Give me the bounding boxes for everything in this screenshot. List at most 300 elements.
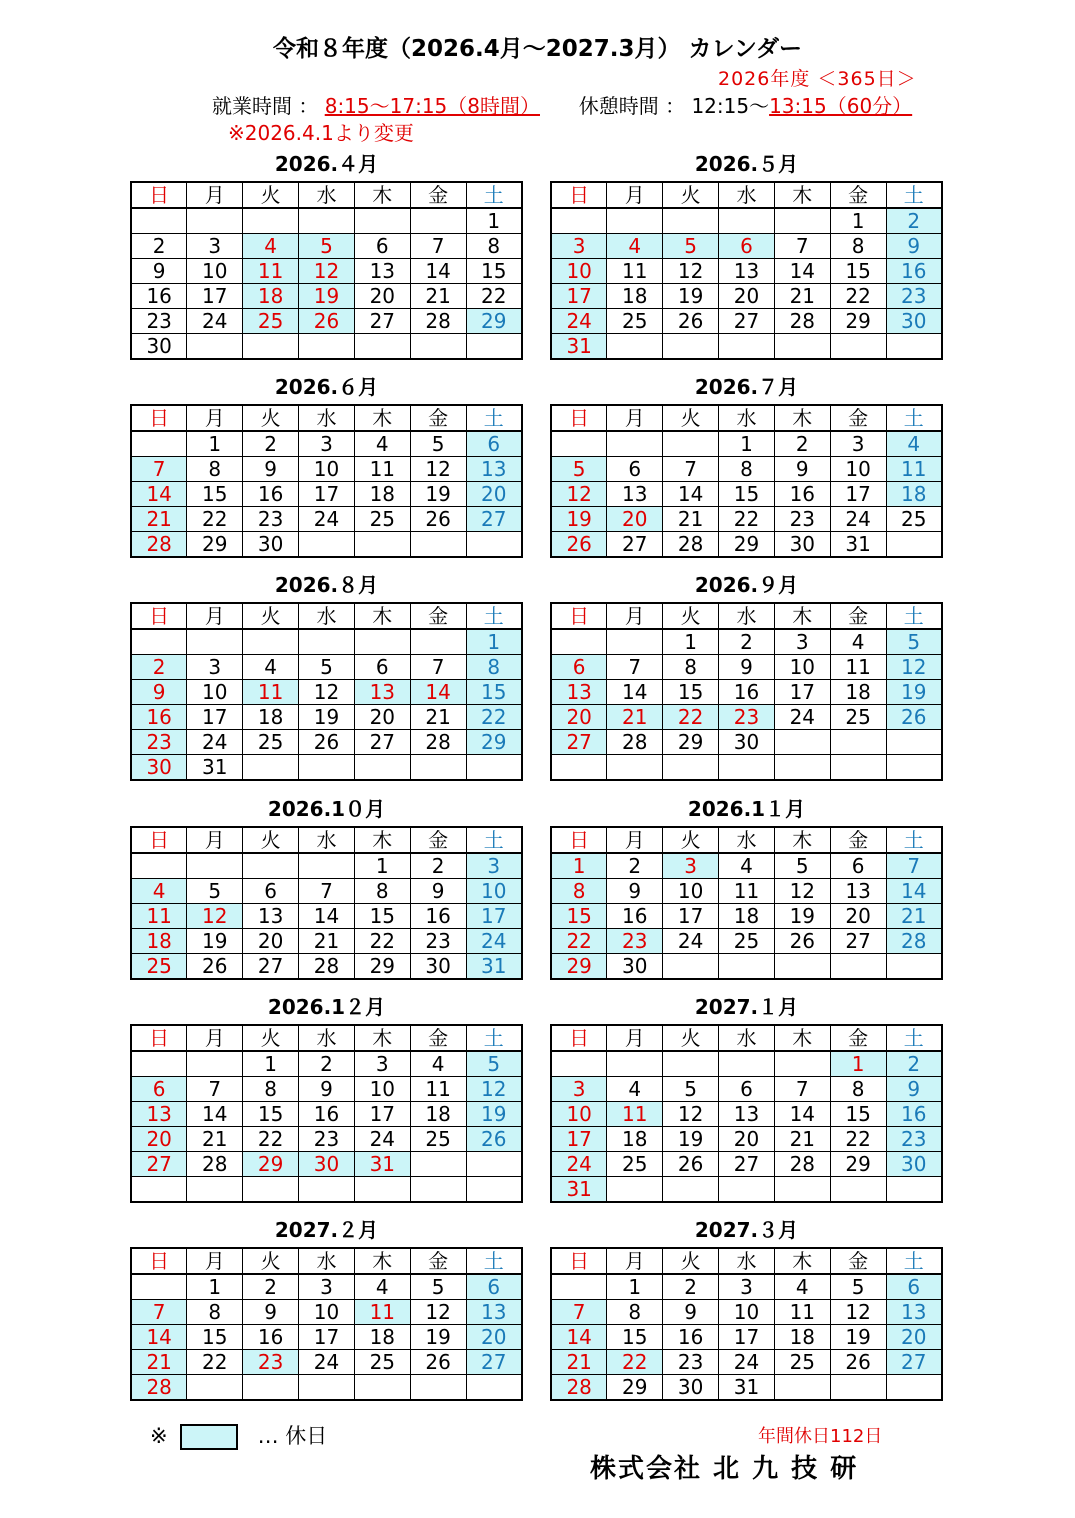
- day-cell: [299, 629, 355, 655]
- day-cell: 6: [719, 1077, 775, 1102]
- month-title: 2026.８月: [274, 573, 379, 597]
- weekday-header: 火: [663, 827, 719, 853]
- day-cell: 27: [354, 309, 410, 334]
- day-cell: 23: [607, 929, 663, 954]
- day-cell: [774, 1177, 830, 1203]
- day-cell: 2: [131, 655, 187, 680]
- day-cell: [410, 755, 466, 781]
- month-table: [550, 1247, 943, 1401]
- day-cell: 20: [466, 1325, 522, 1350]
- day-cell: 29: [607, 1375, 663, 1401]
- weekday-header: 金: [830, 827, 886, 853]
- weekday-header: 土: [466, 182, 522, 208]
- day-cell: 19: [466, 1102, 522, 1127]
- day-cell: 25: [774, 1350, 830, 1375]
- day-cell: 15: [830, 1102, 886, 1127]
- week-row: [551, 1325, 942, 1350]
- day-cell: 23: [886, 1127, 942, 1152]
- day-cell: [886, 334, 942, 360]
- day-cell: 21: [131, 1350, 187, 1375]
- day-cell: 16: [774, 482, 830, 507]
- day-cell: 8: [607, 1300, 663, 1325]
- day-cell: 11: [774, 1300, 830, 1325]
- day-cell: 16: [886, 259, 942, 284]
- day-cell: 7: [551, 1300, 607, 1325]
- day-cell: 10: [299, 1300, 355, 1325]
- day-cell: 6: [719, 234, 775, 259]
- day-cell: [243, 629, 299, 655]
- day-cell: 20: [719, 284, 775, 309]
- day-cell: 6: [886, 1274, 942, 1300]
- day-cell: 16: [243, 1325, 299, 1350]
- week-row: [131, 1274, 522, 1300]
- company-name: 株式会社 北 九 技 研: [590, 1454, 859, 1484]
- legend: [150, 1420, 327, 1450]
- day-cell: 4: [607, 1077, 663, 1102]
- week-row: [131, 1375, 522, 1401]
- week-row: [551, 1300, 942, 1325]
- day-cell: [830, 730, 886, 755]
- day-cell: 4: [410, 1051, 466, 1077]
- week-row: [131, 904, 522, 929]
- week-row: [551, 1051, 942, 1077]
- day-cell: 18: [410, 1102, 466, 1127]
- day-cell: [410, 1375, 466, 1401]
- weekday-header: 日: [131, 1025, 187, 1051]
- day-cell: 22: [830, 1127, 886, 1152]
- day-cell: 23: [719, 705, 775, 730]
- month-title: 2026.５月: [694, 152, 799, 176]
- day-cell: 10: [187, 680, 243, 705]
- day-cell: [299, 1177, 355, 1203]
- day-cell: [410, 208, 466, 234]
- day-cell: 27: [466, 1350, 522, 1375]
- day-cell: 25: [354, 507, 410, 532]
- day-cell: 28: [551, 1375, 607, 1401]
- day-cell: 30: [719, 730, 775, 755]
- day-cell: 25: [830, 705, 886, 730]
- day-cell: 14: [774, 1102, 830, 1127]
- day-cell: [886, 755, 942, 781]
- weekday-header: 金: [830, 405, 886, 431]
- page-title: 令和８年度（2026.4月～2027.3月） カレンダー: [272, 36, 803, 62]
- day-cell: 11: [719, 879, 775, 904]
- week-row: [551, 1152, 942, 1177]
- week-row: [551, 482, 942, 507]
- day-cell: [466, 334, 522, 360]
- day-cell: 4: [243, 234, 299, 259]
- day-cell: 26: [466, 1127, 522, 1152]
- day-cell: 8: [830, 1077, 886, 1102]
- week-row: [131, 879, 522, 904]
- weekday-header: 水: [719, 405, 775, 431]
- day-cell: 15: [663, 680, 719, 705]
- day-cell: 27: [830, 929, 886, 954]
- day-cell: 20: [243, 929, 299, 954]
- day-cell: 10: [551, 259, 607, 284]
- day-cell: [354, 334, 410, 360]
- week-row: [131, 482, 522, 507]
- day-cell: 1: [187, 431, 243, 457]
- day-cell: 14: [663, 482, 719, 507]
- day-cell: 6: [354, 234, 410, 259]
- weekday-header: 土: [466, 405, 522, 431]
- day-cell: 12: [551, 482, 607, 507]
- day-cell: [663, 208, 719, 234]
- day-cell: 21: [187, 1127, 243, 1152]
- day-cell: 7: [774, 1077, 830, 1102]
- week-row: [131, 680, 522, 705]
- week-row: [551, 532, 942, 558]
- day-cell: 8: [466, 234, 522, 259]
- day-cell: 25: [354, 1350, 410, 1375]
- day-cell: 3: [663, 853, 719, 879]
- week-row: [131, 431, 522, 457]
- day-cell: 15: [719, 482, 775, 507]
- day-cell: 5: [299, 234, 355, 259]
- weekday-header: 火: [663, 182, 719, 208]
- day-cell: [774, 1375, 830, 1401]
- weekday-header: 土: [466, 603, 522, 629]
- day-cell: [354, 532, 410, 558]
- day-cell: 26: [663, 1152, 719, 1177]
- day-cell: 31: [466, 954, 522, 980]
- weekday-header: 水: [299, 182, 355, 208]
- day-cell: 3: [354, 1051, 410, 1077]
- weekday-header: 木: [354, 1025, 410, 1051]
- day-cell: [830, 1375, 886, 1401]
- day-cell: 1: [243, 1051, 299, 1077]
- weekday-header: 月: [607, 827, 663, 853]
- day-cell: 10: [299, 457, 355, 482]
- day-cell: 20: [354, 284, 410, 309]
- day-cell: 30: [299, 1152, 355, 1177]
- week-row: [551, 1127, 942, 1152]
- day-cell: 9: [719, 655, 775, 680]
- month-title: 2026.９月: [694, 573, 799, 597]
- day-cell: 11: [830, 655, 886, 680]
- day-cell: 31: [354, 1152, 410, 1177]
- day-cell: 18: [243, 705, 299, 730]
- weekday-header: 木: [354, 603, 410, 629]
- month-calendar: [550, 992, 943, 1203]
- month-title: 2027.２月: [274, 1218, 379, 1242]
- day-cell: [410, 629, 466, 655]
- break-value: 13:15（60分）: [769, 94, 913, 118]
- day-cell: 28: [663, 532, 719, 558]
- day-cell: 27: [719, 1152, 775, 1177]
- weekday-header: 火: [243, 603, 299, 629]
- month-table: [550, 404, 943, 558]
- day-cell: 7: [131, 1300, 187, 1325]
- day-cell: 7: [774, 234, 830, 259]
- day-cell: 14: [410, 259, 466, 284]
- day-cell: 14: [886, 879, 942, 904]
- day-cell: 11: [354, 1300, 410, 1325]
- day-cell: 3: [299, 431, 355, 457]
- day-cell: [719, 334, 775, 360]
- day-cell: [607, 629, 663, 655]
- day-cell: 22: [466, 284, 522, 309]
- day-cell: 11: [243, 680, 299, 705]
- day-cell: 2: [774, 431, 830, 457]
- day-cell: 29: [243, 1152, 299, 1177]
- weekday-header: 土: [466, 1025, 522, 1051]
- day-cell: [187, 629, 243, 655]
- month-title: 2026.1０月: [267, 797, 386, 821]
- day-cell: 19: [410, 482, 466, 507]
- day-cell: [886, 1375, 942, 1401]
- day-cell: 27: [466, 507, 522, 532]
- day-cell: 18: [719, 904, 775, 929]
- day-cell: 13: [719, 1102, 775, 1127]
- legend-holiday-label: … 休日: [257, 1424, 328, 1448]
- week-row: [551, 853, 942, 879]
- day-cell: 12: [663, 1102, 719, 1127]
- month-table: [130, 181, 523, 360]
- month-title: 2026.1１月: [687, 797, 806, 821]
- day-cell: 5: [187, 879, 243, 904]
- work-hours-value: 8:15～17:15（8時間）: [324, 94, 540, 118]
- weekday-header: 日: [131, 182, 187, 208]
- day-cell: 10: [187, 259, 243, 284]
- day-cell: 10: [830, 457, 886, 482]
- day-cell: 19: [299, 705, 355, 730]
- day-cell: 14: [551, 1325, 607, 1350]
- day-cell: 7: [410, 234, 466, 259]
- day-cell: 30: [131, 755, 187, 781]
- day-cell: 16: [410, 904, 466, 929]
- day-cell: [774, 954, 830, 980]
- weekday-header: 火: [663, 405, 719, 431]
- weekday-header: 水: [299, 1248, 355, 1274]
- day-cell: 11: [607, 259, 663, 284]
- day-cell: 2: [299, 1051, 355, 1077]
- day-cell: 29: [830, 309, 886, 334]
- day-cell: 10: [774, 655, 830, 680]
- day-cell: 21: [410, 705, 466, 730]
- day-cell: [830, 1177, 886, 1203]
- day-cell: 18: [607, 284, 663, 309]
- day-cell: 21: [663, 507, 719, 532]
- week-row: [551, 234, 942, 259]
- day-cell: 4: [131, 879, 187, 904]
- weekday-header: 金: [830, 1248, 886, 1274]
- day-cell: 24: [551, 1152, 607, 1177]
- weekday-header: 日: [551, 1025, 607, 1051]
- month-calendar: [130, 372, 523, 558]
- weekday-header: 金: [410, 405, 466, 431]
- day-cell: 25: [410, 1127, 466, 1152]
- day-cell: 7: [131, 457, 187, 482]
- week-row: [131, 507, 522, 532]
- day-cell: 5: [886, 629, 942, 655]
- day-cell: 19: [187, 929, 243, 954]
- weekday-header: 水: [299, 1025, 355, 1051]
- month-title: 2026.６月: [274, 375, 379, 399]
- day-cell: 3: [719, 1274, 775, 1300]
- day-cell: 1: [187, 1274, 243, 1300]
- day-cell: [551, 755, 607, 781]
- day-cell: 2: [131, 234, 187, 259]
- weekday-header: 金: [410, 827, 466, 853]
- day-cell: 3: [187, 234, 243, 259]
- day-cell: 21: [774, 284, 830, 309]
- day-cell: 12: [466, 1077, 522, 1102]
- day-cell: [466, 1375, 522, 1401]
- month-table: [130, 404, 523, 558]
- day-cell: 15: [607, 1325, 663, 1350]
- day-cell: [354, 755, 410, 781]
- week-row: [131, 1051, 522, 1077]
- day-cell: 16: [299, 1102, 355, 1127]
- day-cell: [187, 1375, 243, 1401]
- day-cell: 2: [243, 1274, 299, 1300]
- day-cell: 9: [410, 879, 466, 904]
- day-cell: 26: [551, 532, 607, 558]
- day-cell: 6: [131, 1077, 187, 1102]
- day-cell: 30: [607, 954, 663, 980]
- day-cell: 20: [354, 705, 410, 730]
- weekday-header: 木: [774, 1248, 830, 1274]
- day-cell: 17: [187, 284, 243, 309]
- weekday-header: 火: [243, 1025, 299, 1051]
- day-cell: 16: [131, 284, 187, 309]
- day-cell: 18: [354, 1325, 410, 1350]
- weekday-header: 水: [719, 1025, 775, 1051]
- week-row: [551, 1177, 942, 1203]
- day-cell: 8: [466, 655, 522, 680]
- day-cell: [299, 755, 355, 781]
- month-calendar: [550, 149, 943, 360]
- day-cell: 1: [607, 1274, 663, 1300]
- month-table: [550, 602, 943, 781]
- day-cell: [830, 954, 886, 980]
- day-cell: 18: [131, 929, 187, 954]
- week-row: [131, 284, 522, 309]
- day-cell: 10: [354, 1077, 410, 1102]
- weekday-header: 日: [131, 405, 187, 431]
- week-row: [131, 1177, 522, 1203]
- week-row: [131, 1350, 522, 1375]
- day-cell: 24: [551, 309, 607, 334]
- day-cell: 15: [830, 259, 886, 284]
- week-row: [131, 629, 522, 655]
- day-cell: 21: [551, 1350, 607, 1375]
- week-row: [551, 431, 942, 457]
- day-cell: 20: [719, 1127, 775, 1152]
- day-cell: 9: [243, 457, 299, 482]
- day-cell: 22: [466, 705, 522, 730]
- day-cell: 31: [551, 334, 607, 360]
- day-cell: 22: [243, 1127, 299, 1152]
- day-cell: 23: [774, 507, 830, 532]
- break-start: 12:15～: [691, 94, 770, 118]
- day-cell: 23: [886, 284, 942, 309]
- week-row: [551, 879, 942, 904]
- day-cell: [719, 755, 775, 781]
- day-cell: 19: [410, 1325, 466, 1350]
- day-cell: 22: [354, 929, 410, 954]
- day-cell: 24: [774, 705, 830, 730]
- day-cell: 14: [131, 1325, 187, 1350]
- week-row: [551, 334, 942, 360]
- day-cell: 2: [719, 629, 775, 655]
- weekday-header: 月: [187, 182, 243, 208]
- day-cell: 11: [607, 1102, 663, 1127]
- week-row: [131, 705, 522, 730]
- day-cell: 29: [187, 532, 243, 558]
- day-cell: 9: [886, 1077, 942, 1102]
- day-cell: [466, 1152, 522, 1177]
- day-cell: 9: [774, 457, 830, 482]
- day-cell: 8: [187, 457, 243, 482]
- day-cell: 12: [410, 457, 466, 482]
- day-cell: [719, 954, 775, 980]
- day-cell: 5: [830, 1274, 886, 1300]
- day-cell: 19: [830, 1325, 886, 1350]
- week-row: [131, 853, 522, 879]
- week-row: [131, 457, 522, 482]
- day-cell: [187, 208, 243, 234]
- day-cell: 7: [410, 655, 466, 680]
- day-cell: 4: [719, 853, 775, 879]
- day-cell: 28: [886, 929, 942, 954]
- day-cell: [243, 334, 299, 360]
- week-row: [551, 309, 942, 334]
- day-cell: 2: [243, 431, 299, 457]
- day-cell: 24: [830, 507, 886, 532]
- day-cell: 5: [410, 1274, 466, 1300]
- day-cell: [774, 755, 830, 781]
- day-cell: 23: [243, 1350, 299, 1375]
- day-cell: 19: [886, 680, 942, 705]
- day-cell: 16: [243, 482, 299, 507]
- weekday-header: 日: [131, 603, 187, 629]
- day-cell: [607, 208, 663, 234]
- day-cell: 1: [466, 629, 522, 655]
- day-cell: 8: [551, 879, 607, 904]
- weekday-header: 月: [607, 1025, 663, 1051]
- day-cell: 20: [131, 1127, 187, 1152]
- day-cell: [774, 334, 830, 360]
- week-row: [131, 929, 522, 954]
- day-cell: 1: [830, 208, 886, 234]
- day-cell: 9: [663, 1300, 719, 1325]
- week-row: [551, 507, 942, 532]
- day-cell: 11: [131, 904, 187, 929]
- week-row: [131, 1102, 522, 1127]
- day-cell: 2: [886, 208, 942, 234]
- day-cell: 17: [663, 904, 719, 929]
- day-cell: 13: [551, 680, 607, 705]
- day-cell: 12: [299, 680, 355, 705]
- day-cell: [774, 208, 830, 234]
- day-cell: 26: [774, 929, 830, 954]
- day-cell: [663, 334, 719, 360]
- weekday-header: 金: [410, 1025, 466, 1051]
- day-cell: 4: [243, 655, 299, 680]
- weekday-header: 土: [466, 827, 522, 853]
- day-cell: [187, 853, 243, 879]
- day-cell: [243, 1375, 299, 1401]
- week-row: [551, 1375, 942, 1401]
- day-cell: [551, 1051, 607, 1077]
- day-cell: 28: [131, 1375, 187, 1401]
- week-row: [551, 755, 942, 781]
- day-cell: 13: [354, 259, 410, 284]
- day-cell: [131, 629, 187, 655]
